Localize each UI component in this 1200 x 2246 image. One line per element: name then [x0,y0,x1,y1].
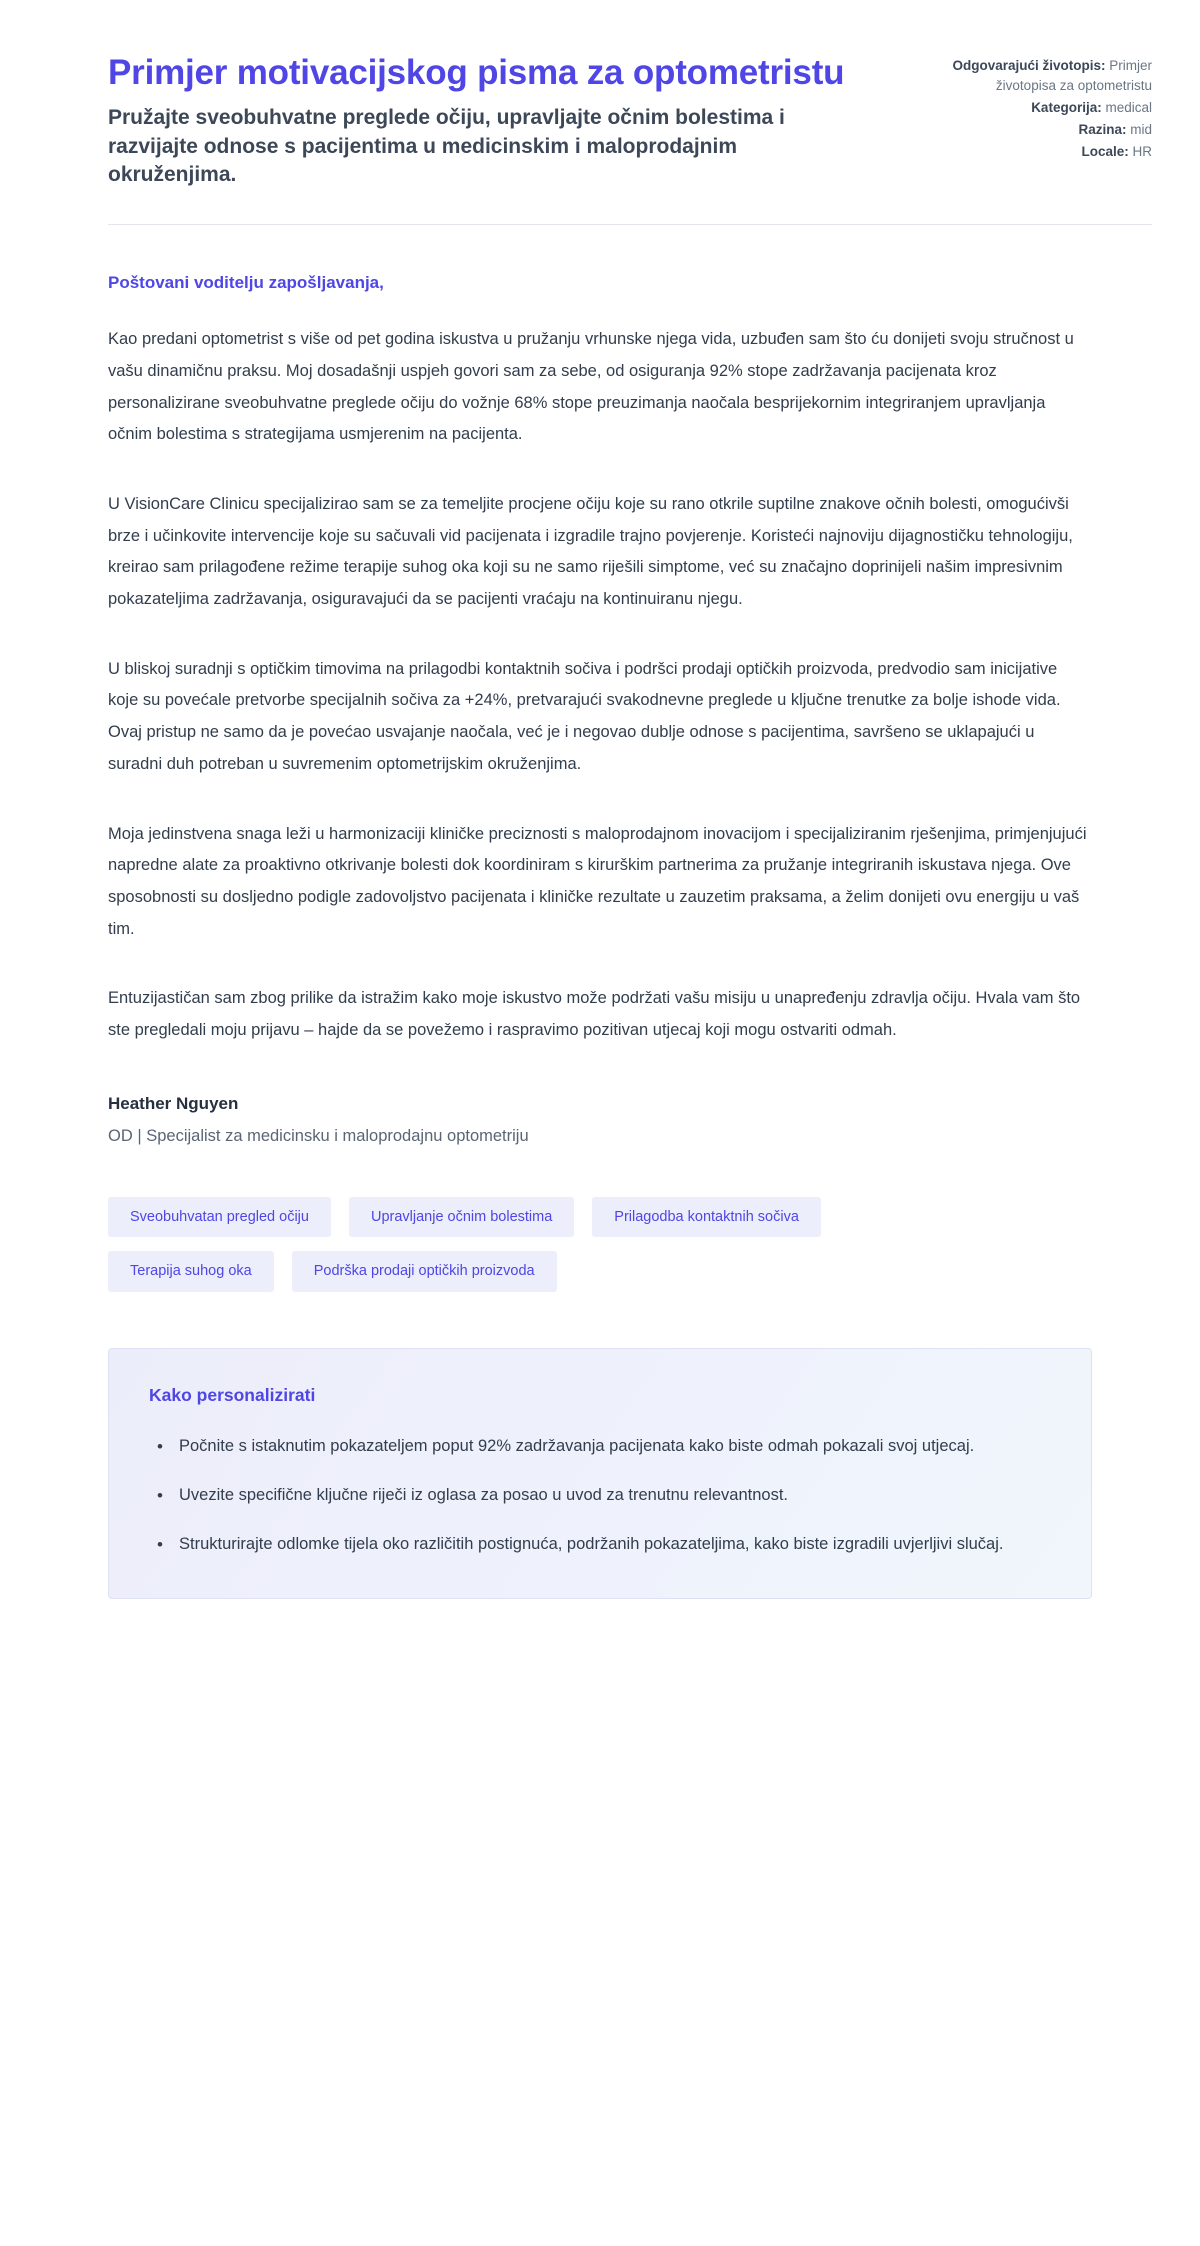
meta-row-locale [952,142,1152,162]
callout-title: Kako personalizirati [149,1384,316,1405]
meta-row-related-resume [952,56,1152,96]
meta-label-level: Razina: [1078,121,1127,137]
page-title: Primjer motivacijskog pisma za optometristu [108,53,845,92]
header-title-block [108,52,848,190]
personalization-callout [108,1348,1092,1600]
letter-paragraph: Kao predani optometrist s više od pet godina iskustva u pružanju vrhunske njega vida, uzbuđen sam što ću donijeti svoju stručnost u vašu dinamičnu praksu. Moj dosadašnji uspjeh govori sam za sebe, od osiguranja 92% stope zadržavanja pacijenata kroz personalizirane sveobuhvatne preglede očiju do vožnje 68% stope preuzimanja naočala besprijekornim integriranjem upravljanja očnim bolestima s strategijama usmjerenim na pacijenta. [108,330,1074,444]
letter-body [0,225,1200,1047]
letter-paragraph: Entuzijastičan sam zbog prilike da istražim kako moje iskustvo može podržati vašu misiju u unapređenju zdravlja očiju. Hvala vam što ste pregledali moju prijavu – hajde da se povežemo i raspravimo pozitivan utjecaj koji mogu ostvariti odmah. [108,989,1081,1039]
header-metadata [952,52,1152,164]
meta-row-category [952,98,1152,118]
letter-salutation: Poštovani voditelju zapošljavanja, [108,272,384,292]
meta-label-related-resume: Odgovarajući životopis: [952,58,1106,73]
letter-paragraph: U bliskoj suradnji s optičkim timovima na prilagodbi kontaktnih sočiva i podršci prodaji optičkih proizvoda, predvodio sam inicijative koje su povećale pretvorbe specijalnih sočiva za +24%, pretvarajući svakodnevne preglede u ključne trenutke za bolje ishode vida. Ovaj pristup ne samo da je povećao usvajanje naočala, već je i negovao dublje odnose s pacijentima, savršeno se uklapajući u suradni duh potreban u suvremenim optometrijskim okruženjima. [108,659,1061,773]
callout-tip-item: • Strukturirajte odlomke tijela oko različitih postignuća, podržanih pokazateljima, kako biste izgradili uvjerljivi slučaj. [175,1529,1051,1560]
skill-tag[interactable]: Prilagodba kontaktnih sočiva [592,1197,821,1238]
letter-paragraph: Moja jedinstvena snaga leži u harmonizaciji kliničke preciznosti s maloprodajnom inovacijom i specijaliziranim rješenjima, primjenjujući napredne alate za proaktivno otkrivanje bolesti dok koordiniram s kirurškim partnerima za pružanje integriranih iskustava njega. Ove sposobnosti su dosljedno podigle zadovoljstvo pacijenata i kliničke rezultate u zauzetim praksama, a želim donijeti ovu energiju u vaš tim. [108,824,1087,938]
signature-block [0,1047,1200,1149]
letter-paragraph: U VisionCare Clinicu specijalizirao sam se za temeljite procjene očiju koje su rano otkrile suptilne znakove očnih bolesti, omogućivši brze i učinkovite intervencije koje su sačuvali vid pacijenata i izgradile trajno povjerenje. Koristeći najnoviju dijagnostičku tehnologiju, kreirao sam prilagođene režime terapije suhog oka koji su ne samo riješili simptome, već su značajno doprinijeli našim impresivnim pokazateljima zadržavanja, osiguravajući da se pacijenti vraćaju na kontinuiranu njegu. [108,495,1073,609]
skill-tag[interactable]: Podrška prodaji optičkih proizvoda [292,1251,557,1292]
meta-label-category: Kategorija: [1031,99,1102,115]
skill-tag-list [0,1149,1060,1292]
meta-row-level [952,120,1152,140]
skill-tag[interactable]: Sveobuhvatan pregled očiju [108,1197,331,1238]
meta-label-locale: Locale: [1081,143,1129,159]
skill-tag[interactable]: Terapija suhog oka [108,1251,274,1292]
skill-tag[interactable]: Upravljanje očnim bolestima [349,1197,574,1238]
callout-tip-list [149,1431,1051,1560]
callout-tip-item: • Uvezite specifične ključne riječi iz oglasa za posao u uvod za trenutnu relevantnost. [175,1480,1051,1511]
signature-name: Heather Nguyen [108,1093,239,1113]
callout-tip-item: • Počnite s istaknutim pokazateljem poput 92% zadržavanja pacijenata kako biste odmah pokazali svoj utjecaj. [175,1431,1051,1462]
page-subtitle: Pružajte sveobuhvatne preglede očiju, upravljajte očnim bolestima i razvijajte odnose s pacijentima u medicinskim i maloprodajnim okruženjima. [108,106,785,187]
meta-value-category: medical [1105,99,1152,115]
meta-value-locale: HR [1132,143,1152,159]
signature-role: OD | Specijalist za medicinsku i maloprodajnu optometriju [108,1127,529,1146]
page-header [0,0,1200,190]
callout-wrapper [0,1292,1200,1600]
meta-value-level: mid [1130,121,1152,137]
meta-value-related-resume: Primjer životopisa za optometristu [995,58,1152,93]
